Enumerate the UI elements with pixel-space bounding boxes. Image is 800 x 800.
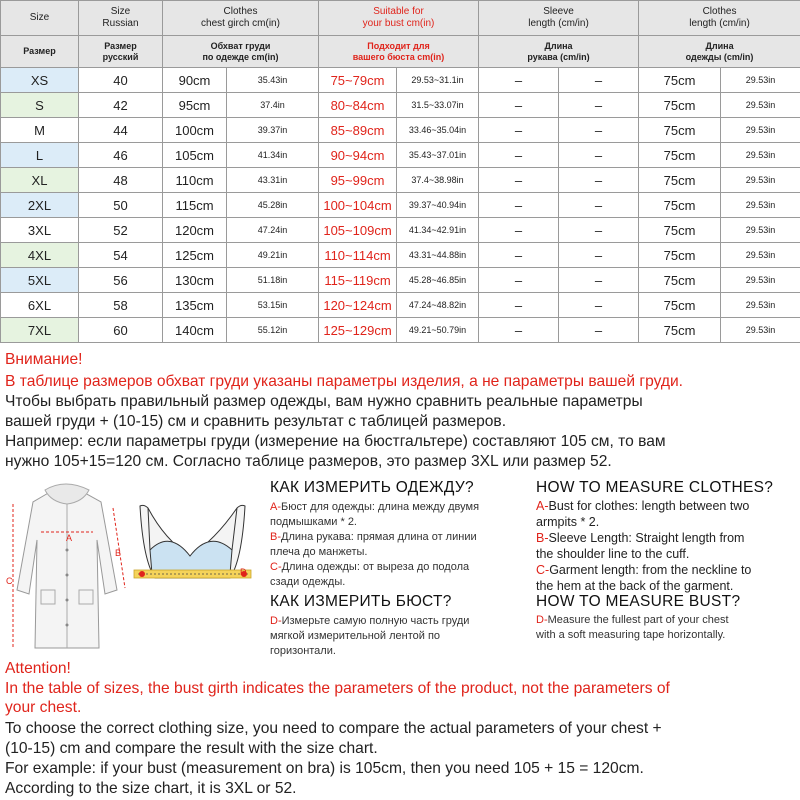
- en-note-line-4: According to the size chart, it is 3XL or 52.: [5, 780, 297, 797]
- cell-chest-in: 45.28in: [227, 193, 319, 218]
- instruction-text: Measure the fullest part of your chest: [547, 614, 729, 626]
- en-note-line-1: To choose the correct clothing size, you need to compare the actual parameters of your chest +: [5, 720, 662, 737]
- label-b: B: [115, 548, 122, 558]
- header-ru-suitable-bust: Подходит для вашего бюста cm(in): [319, 36, 479, 68]
- instruction-line: [270, 614, 469, 629]
- cell-sleeve-in: –: [559, 218, 639, 243]
- ru-how-to-measure-clothes: КАК ИЗМЕРИТЬ ОДЕЖДУ?: [270, 479, 474, 496]
- cell-sleeve-cm: –: [479, 143, 559, 168]
- instruction-text: Sleeve Length: Straight length from: [548, 531, 745, 545]
- cell-size: L: [1, 143, 79, 168]
- cell-bust-cm: 105~109cm: [319, 218, 397, 243]
- cell-chest-in: 49.21in: [227, 243, 319, 268]
- cell-len-in: 29.53in: [721, 268, 800, 293]
- instruction-text: Garment length: from the neckline to: [549, 563, 752, 577]
- cell-sleeve-cm: –: [479, 318, 559, 343]
- cell-sleeve-in: –: [559, 318, 639, 343]
- ru-note-line-3: Например: если параметры груди (измерение на бюстгальтере) составляют 105 см, то вам: [5, 433, 666, 450]
- cell-ru: 54: [79, 243, 163, 268]
- cell-chest-cm: 110cm: [163, 168, 227, 193]
- cell-bust-in: 39.37~40.94in: [397, 193, 479, 218]
- header-chest: Clothes chest girch cm(in): [163, 1, 319, 36]
- cell-sleeve-cm: –: [479, 118, 559, 143]
- cell-bust-in: 45.28~46.85in: [397, 268, 479, 293]
- cell-len-cm: 75cm: [639, 168, 721, 193]
- cell-size: 7XL: [1, 318, 79, 343]
- cell-chest-cm: 95cm: [163, 93, 227, 118]
- cell-chest-in: 35.43in: [227, 68, 319, 93]
- header-sleeve: Sleeve length (cm/in): [479, 1, 639, 36]
- cell-chest-cm: 130cm: [163, 268, 227, 293]
- instruction-text: подмышками * 2.: [270, 516, 357, 528]
- header-ru-sleeve: Длина рукава (cm/in): [479, 36, 639, 68]
- cell-sleeve-in: –: [559, 68, 639, 93]
- cell-bust-in: 29.53~31.1in: [397, 68, 479, 93]
- cell-chest-in: 53.15in: [227, 293, 319, 318]
- label-c: C: [6, 576, 13, 586]
- cell-size: S: [1, 93, 79, 118]
- cell-bust-in: 37.4~38.98in: [397, 168, 479, 193]
- cell-chest-cm: 135cm: [163, 293, 227, 318]
- instruction-letter: A-: [270, 501, 281, 513]
- header-length: Clothes length (cm/in): [639, 1, 800, 36]
- cell-ru: 48: [79, 168, 163, 193]
- instruction-text: armpits * 2.: [536, 515, 600, 529]
- cell-bust-cm: 115~119cm: [319, 268, 397, 293]
- cell-chest-cm: 115cm: [163, 193, 227, 218]
- cell-ru: 58: [79, 293, 163, 318]
- ru-bust-items: [270, 614, 469, 659]
- bra-diagram: [130, 500, 255, 605]
- cell-sleeve-cm: –: [479, 168, 559, 193]
- instruction-text: Длина рукава: прямая длина от линии: [281, 531, 477, 543]
- instruction-line: [270, 575, 479, 590]
- instruction-text: Бюст для одежды: длина между двумя: [281, 501, 480, 513]
- instruction-letter: B-: [536, 531, 549, 545]
- ru-how-to-measure-bust: КАК ИЗМЕРИТЬ БЮСТ?: [270, 593, 452, 610]
- cell-ru: 42: [79, 93, 163, 118]
- header-ru-length: Длина одежды (cm/in): [639, 36, 800, 68]
- cell-ru: 44: [79, 118, 163, 143]
- header-ru-size: Размер: [1, 36, 79, 68]
- cell-len-cm: 75cm: [639, 93, 721, 118]
- cell-size: XL: [1, 168, 79, 193]
- cell-bust-in: 35.43~37.01in: [397, 143, 479, 168]
- cell-sleeve-in: –: [559, 293, 639, 318]
- en-note-line-3: For example: if your bust (measurement on bra) is 105cm, then you need 105 + 15 = 120cm.: [5, 760, 644, 777]
- cell-len-in: 29.53in: [721, 243, 800, 268]
- instruction-line: [536, 546, 751, 562]
- instruction-letter: B-: [270, 531, 281, 543]
- cell-size: 5XL: [1, 268, 79, 293]
- cell-bust-cm: 120~124cm: [319, 293, 397, 318]
- instruction-line: [536, 613, 729, 628]
- instruction-text: the hem at the back of the garment.: [536, 579, 734, 593]
- cell-len-cm: 75cm: [639, 243, 721, 268]
- cell-chest-cm: 120cm: [163, 218, 227, 243]
- cell-bust-in: 47.24~48.82in: [397, 293, 479, 318]
- cell-bust-cm: 125~129cm: [319, 318, 397, 343]
- cell-len-cm: 75cm: [639, 218, 721, 243]
- cell-ru: 52: [79, 218, 163, 243]
- cell-sleeve-in: –: [559, 93, 639, 118]
- table-row: [1, 218, 800, 243]
- cell-bust-cm: 110~114cm: [319, 243, 397, 268]
- cell-len-in: 29.53in: [721, 93, 800, 118]
- cell-bust-cm: 85~89cm: [319, 118, 397, 143]
- cell-bust-cm: 90~94cm: [319, 143, 397, 168]
- instruction-text: горизонтали.: [270, 645, 336, 657]
- cell-len-in: 29.53in: [721, 118, 800, 143]
- cell-sleeve-in: –: [559, 193, 639, 218]
- cell-ru: 40: [79, 68, 163, 93]
- cell-sleeve-in: –: [559, 143, 639, 168]
- cell-bust-in: 49.21~50.79in: [397, 318, 479, 343]
- cell-ru: 56: [79, 268, 163, 293]
- cell-len-cm: 75cm: [639, 118, 721, 143]
- cell-chest-in: 41.34in: [227, 143, 319, 168]
- table-row: [1, 168, 800, 193]
- table-row: [1, 193, 800, 218]
- en-attention: Attention!: [5, 660, 71, 677]
- cell-sleeve-in: –: [559, 243, 639, 268]
- size-chart-table: [0, 0, 800, 343]
- cell-chest-cm: 100cm: [163, 118, 227, 143]
- header-ru-size-russian: Размер русский: [79, 36, 163, 68]
- cell-len-in: 29.53in: [721, 218, 800, 243]
- header-size: Size: [1, 1, 79, 36]
- header-ru-chest: Обхват груди по одежде cm(in): [163, 36, 319, 68]
- ru-note-line-1: Чтобы выбрать правильный размер одежды, вам нужно сравнить реальные параметры: [5, 393, 643, 410]
- cell-size: 2XL: [1, 193, 79, 218]
- en-note-line-2: (10-15) cm and compare the result with the size chart.: [5, 740, 378, 757]
- cell-chest-cm: 90cm: [163, 68, 227, 93]
- cell-bust-in: 43.31~44.88in: [397, 243, 479, 268]
- ru-note-line-4: нужно 105+15=120 см. Согласно таблице размеров, это размер 3XL или размер 52.: [5, 453, 612, 470]
- ru-measure-items: [270, 500, 479, 590]
- cell-chest-in: 39.37in: [227, 118, 319, 143]
- cell-sleeve-in: –: [559, 268, 639, 293]
- en-warning-line-2: your chest.: [5, 699, 82, 716]
- cell-len-cm: 75cm: [639, 268, 721, 293]
- cell-sleeve-cm: –: [479, 193, 559, 218]
- instruction-line: [536, 628, 729, 643]
- header-row-ru: [1, 36, 800, 68]
- cell-sleeve-cm: –: [479, 68, 559, 93]
- instruction-text: плеча до манжеты.: [270, 546, 368, 558]
- instruction-text: сзади одежды.: [270, 576, 346, 588]
- cell-bust-cm: 75~79cm: [319, 68, 397, 93]
- cell-len-in: 29.53in: [721, 168, 800, 193]
- ru-warning: В таблице размеров обхват груди указаны параметры изделия, а не параметры вашей груди.: [5, 373, 683, 390]
- cell-chest-in: 43.31in: [227, 168, 319, 193]
- cell-bust-cm: 80~84cm: [319, 93, 397, 118]
- cell-size: 6XL: [1, 293, 79, 318]
- cell-len-in: 29.53in: [721, 143, 800, 168]
- cell-chest-in: 51.18in: [227, 268, 319, 293]
- header-size-russian: Size Russian: [79, 1, 163, 36]
- cell-chest-cm: 125cm: [163, 243, 227, 268]
- label-d: D: [240, 567, 247, 577]
- cell-chest-cm: 140cm: [163, 318, 227, 343]
- instruction-line: [270, 500, 479, 515]
- cell-sleeve-cm: –: [479, 268, 559, 293]
- table-row: [1, 318, 800, 343]
- instruction-text: Измерьте самую полную часть груди: [281, 615, 470, 627]
- cell-bust-cm: 100~104cm: [319, 193, 397, 218]
- cell-len-cm: 75cm: [639, 318, 721, 343]
- cell-sleeve-in: –: [559, 118, 639, 143]
- en-bust-items: [536, 613, 729, 643]
- instruction-line: [270, 530, 479, 545]
- cell-len-cm: 75cm: [639, 193, 721, 218]
- instruction-text: мягкой измерительной лентой по: [270, 630, 441, 642]
- instruction-line: [270, 515, 479, 530]
- instruction-letter: C-: [536, 563, 550, 577]
- label-a: A: [66, 533, 73, 543]
- cell-len-cm: 75cm: [639, 68, 721, 93]
- cell-ru: 60: [79, 318, 163, 343]
- cell-size: 3XL: [1, 218, 79, 243]
- instruction-line: [536, 514, 751, 530]
- table-row: [1, 243, 800, 268]
- instruction-text: with a soft measuring tape horizontally.: [536, 629, 726, 641]
- table-row: [1, 68, 800, 93]
- table-row: [1, 293, 800, 318]
- instruction-text: the shoulder line to the cuff.: [536, 547, 690, 561]
- cell-bust-in: 31.5~33.07in: [397, 93, 479, 118]
- cell-len-cm: 75cm: [639, 293, 721, 318]
- instruction-letter: C-: [270, 561, 282, 573]
- table-row: [1, 268, 800, 293]
- instruction-line: [270, 560, 479, 575]
- cell-sleeve-cm: –: [479, 243, 559, 268]
- cell-bust-in: 33.46~35.04in: [397, 118, 479, 143]
- cell-sleeve-cm: –: [479, 218, 559, 243]
- instruction-letter: D-: [270, 615, 282, 627]
- cell-len-in: 29.53in: [721, 193, 800, 218]
- cell-chest-in: 55.12in: [227, 318, 319, 343]
- cell-chest-in: 37.4in: [227, 93, 319, 118]
- instruction-letter: A-: [536, 499, 549, 513]
- instruction-letter: D-: [536, 614, 548, 626]
- cell-len-in: 29.53in: [721, 293, 800, 318]
- cell-len-in: 29.53in: [721, 68, 800, 93]
- en-how-to-measure-clothes: HOW TO MEASURE CLOTHES?: [536, 479, 774, 496]
- table-row: [1, 93, 800, 118]
- cell-len-cm: 75cm: [639, 143, 721, 168]
- cell-bust-cm: 95~99cm: [319, 168, 397, 193]
- instruction-line: [270, 644, 469, 659]
- instruction-line: [536, 498, 751, 514]
- cell-sleeve-cm: –: [479, 93, 559, 118]
- cell-size: M: [1, 118, 79, 143]
- instruction-line: [536, 562, 751, 578]
- coat-diagram: [5, 480, 130, 655]
- instruction-line: [270, 629, 469, 644]
- instruction-line: [536, 530, 751, 546]
- ru-attention: Внимание!: [5, 351, 83, 368]
- table-row: [1, 143, 800, 168]
- cell-size: XS: [1, 68, 79, 93]
- header-row-en: [1, 1, 800, 36]
- en-how-to-measure-bust: HOW TO MEASURE BUST?: [536, 593, 741, 610]
- en-measure-items: [536, 498, 751, 594]
- cell-size: 4XL: [1, 243, 79, 268]
- cell-sleeve-in: –: [559, 168, 639, 193]
- cell-ru: 50: [79, 193, 163, 218]
- cell-bust-in: 41.34~42.91in: [397, 218, 479, 243]
- instruction-text: Bust for clothes: length between two: [548, 499, 750, 513]
- header-suitable-bust: Suitable for your bust cm(in): [319, 1, 479, 36]
- ru-note-line-2: вашей груди + (10-15) см и сравнить результат с таблицей размеров.: [5, 413, 507, 430]
- cell-sleeve-cm: –: [479, 293, 559, 318]
- instruction-line: [536, 578, 751, 594]
- cell-chest-cm: 105cm: [163, 143, 227, 168]
- cell-len-in: 29.53in: [721, 318, 800, 343]
- instruction-line: [270, 545, 479, 560]
- cell-chest-in: 47.24in: [227, 218, 319, 243]
- en-warning-line-1: In the table of sizes, the bust girth indicates the parameters of the product, not the parameters of: [5, 680, 670, 697]
- table-row: [1, 118, 800, 143]
- cell-ru: 46: [79, 143, 163, 168]
- instruction-text: Длина одежды: от выреза до подола: [281, 561, 470, 573]
